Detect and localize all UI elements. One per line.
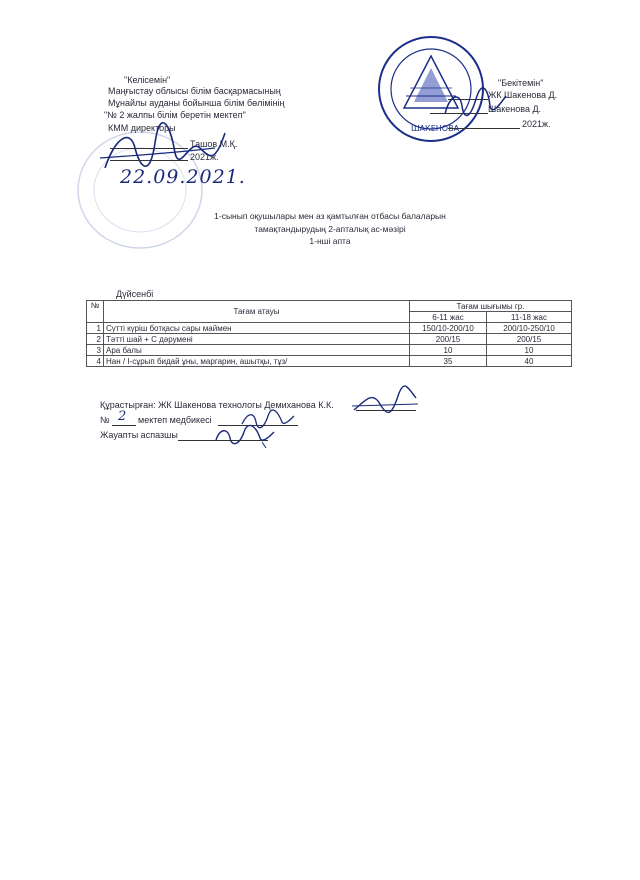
- agreed-label: "Келісемін": [124, 75, 171, 85]
- handwritten-date: 22.09.2021.: [120, 166, 246, 188]
- dish-name: Ара балы: [104, 345, 410, 356]
- stamp-text: ШАКЕНОВА: [411, 124, 460, 133]
- right-signer-2: Шакенова Д.: [488, 104, 542, 114]
- responsible-cook-label: Жауапты аспазшы: [100, 430, 178, 440]
- school-number-prefix: №: [100, 415, 110, 425]
- yield-11-18: 40: [487, 356, 572, 367]
- dish-name: Сүтті күріш ботқасы сары маймен: [104, 323, 410, 334]
- left-line-2: Мұнайлы ауданы бойынша білім бөлімінің: [108, 98, 285, 108]
- compiled-by: Құрастырған: ЖК Шакенова технологы Демиханова К.К.: [100, 400, 334, 410]
- dish-name: Нан / I-сұрып бидай ұны, маргарин, ашытқы, тұз/: [104, 356, 410, 367]
- table-row: [87, 323, 572, 334]
- row-number: 4: [87, 356, 104, 367]
- right-date-line: [448, 128, 520, 129]
- school-number-line: [112, 425, 136, 426]
- row-number: 1: [87, 323, 104, 334]
- menu-title-line-2: тамақтандырудың 2-апталық ас-мәзірі: [254, 224, 406, 234]
- approver-signature: [440, 84, 510, 124]
- menu-title-line-1: 1-сынып оқушылары мен аз қамтылған отбасы балаларын: [214, 211, 446, 221]
- yield-6-11: 35: [410, 356, 487, 367]
- col-age-11-18-header: 11-18 жас: [487, 312, 572, 323]
- left-line-3: "№ 2 жалпы білім беретін мектеп": [104, 110, 246, 120]
- cook-signature: [212, 422, 278, 448]
- school-nurse-label: мектеп медбикесі: [138, 415, 212, 425]
- row-number: 2: [87, 334, 104, 345]
- left-line-1: Маңғыстау облысы білім басқармасының: [108, 86, 281, 96]
- yield-11-18: 10: [487, 345, 572, 356]
- left-year: 2021ж.: [190, 152, 219, 162]
- left-line-4: КММ директоры: [108, 123, 176, 133]
- school-number-handwritten: 2: [118, 409, 127, 424]
- yield-6-11: 150/10-200/10: [410, 323, 487, 334]
- left-signer-name: Ташов М.Қ.: [190, 139, 238, 149]
- table-row: [87, 334, 572, 345]
- yield-11-18: 200/15: [487, 334, 572, 345]
- technologist-signature: [350, 384, 420, 418]
- col-dish-header: Тағам атауы: [104, 301, 410, 323]
- table-row: [87, 356, 572, 367]
- col-yield-header: Тағам шығымы гр.: [410, 301, 572, 312]
- yield-6-11: 10: [410, 345, 487, 356]
- menu-title-line-3: 1-нші апта: [309, 236, 351, 246]
- right-signer-1: ЖК Шакенова Д.: [488, 90, 558, 100]
- day-label: Дүйсенбі: [116, 289, 154, 299]
- yield-6-11: 200/15: [410, 334, 487, 345]
- dish-name: Тәтті шай + С дәрумені: [104, 334, 410, 345]
- yield-11-18: 200/10-250/10: [487, 323, 572, 334]
- col-number-header: №: [87, 301, 104, 323]
- approved-label: "Бекітемін": [498, 78, 544, 88]
- row-number: 3: [87, 345, 104, 356]
- table-row: [87, 345, 572, 356]
- menu-table: [86, 300, 572, 367]
- col-age-6-11-header: 6-11 жас: [410, 312, 487, 323]
- right-year: 2021ж.: [522, 119, 551, 129]
